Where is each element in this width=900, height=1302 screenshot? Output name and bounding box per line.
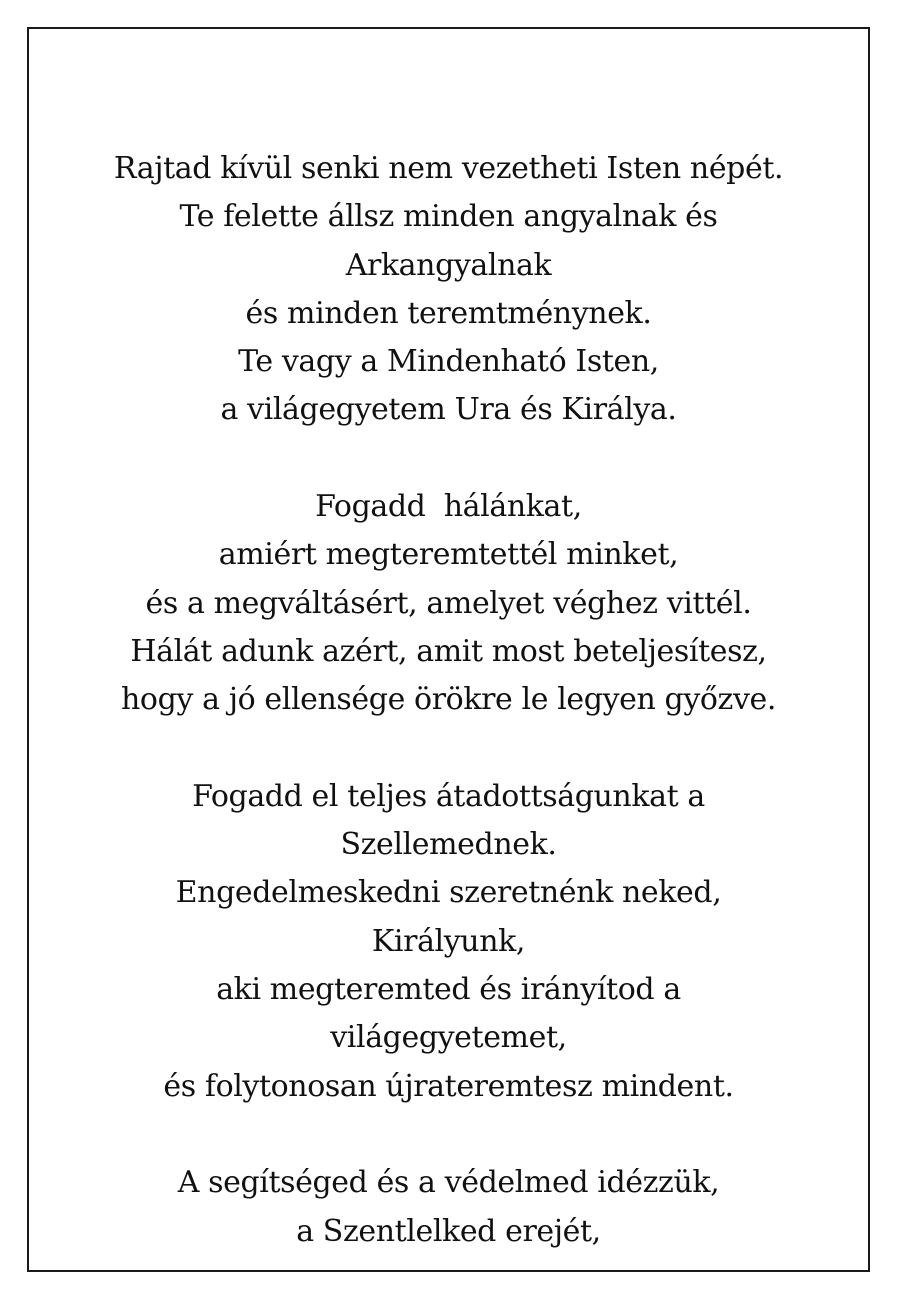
poem-line: A segítséged és a védelmed idézzük, <box>177 1165 720 1201</box>
stanza-2 <box>29 483 868 724</box>
poem-line: Fogadd hálánkat, <box>315 489 582 525</box>
poem-line: és minden teremtménynek. <box>245 295 652 331</box>
poem-line: a világegyetem Ura és Királya. <box>220 392 677 428</box>
stanza-spacer <box>29 1111 868 1159</box>
stanza-4 <box>29 1159 868 1256</box>
poem-line: aki megteremted és irányítod a <box>216 972 681 1008</box>
stanza-spacer <box>29 725 868 773</box>
poem-line: amiért megteremtettél minket, <box>218 537 679 573</box>
poem-line: Szellemednek. <box>340 827 557 863</box>
stanza-3 <box>29 773 868 1111</box>
poem-line: Rajtad kívül senki nem vezetheti Isten népét. <box>113 151 784 186</box>
page-frame <box>27 27 870 1272</box>
stanza-1 <box>29 145 868 435</box>
poem-line: Te felette állsz minden angyalnak és <box>179 199 718 235</box>
stanza-spacer <box>29 435 868 483</box>
poem-line: és folytonosan újrateremtesz mindent. <box>163 1068 734 1104</box>
poem-line: és a megváltásért, amelyet véghez vittél. <box>145 585 752 621</box>
poem-text <box>29 145 868 1256</box>
poem-line: Engedelmeskedni szeretnénk neked, <box>175 875 722 911</box>
poem-line: Arkangyalnak <box>345 247 552 283</box>
poem-line: Királyunk, <box>371 923 526 959</box>
poem-line: Fogadd el teljes átadottságunkat a <box>192 778 705 814</box>
poem-line: hogy a jó ellensége örökre le legyen győzve. <box>121 682 776 718</box>
poem-line: Te vagy a Mindenható Isten, <box>238 344 659 380</box>
poem-line: Hálát adunk azért, amit most beteljesítesz, <box>130 633 767 669</box>
poem-line: a Szentlelked erejét, <box>296 1213 601 1249</box>
poem-line: világegyetemet, <box>330 1020 567 1056</box>
